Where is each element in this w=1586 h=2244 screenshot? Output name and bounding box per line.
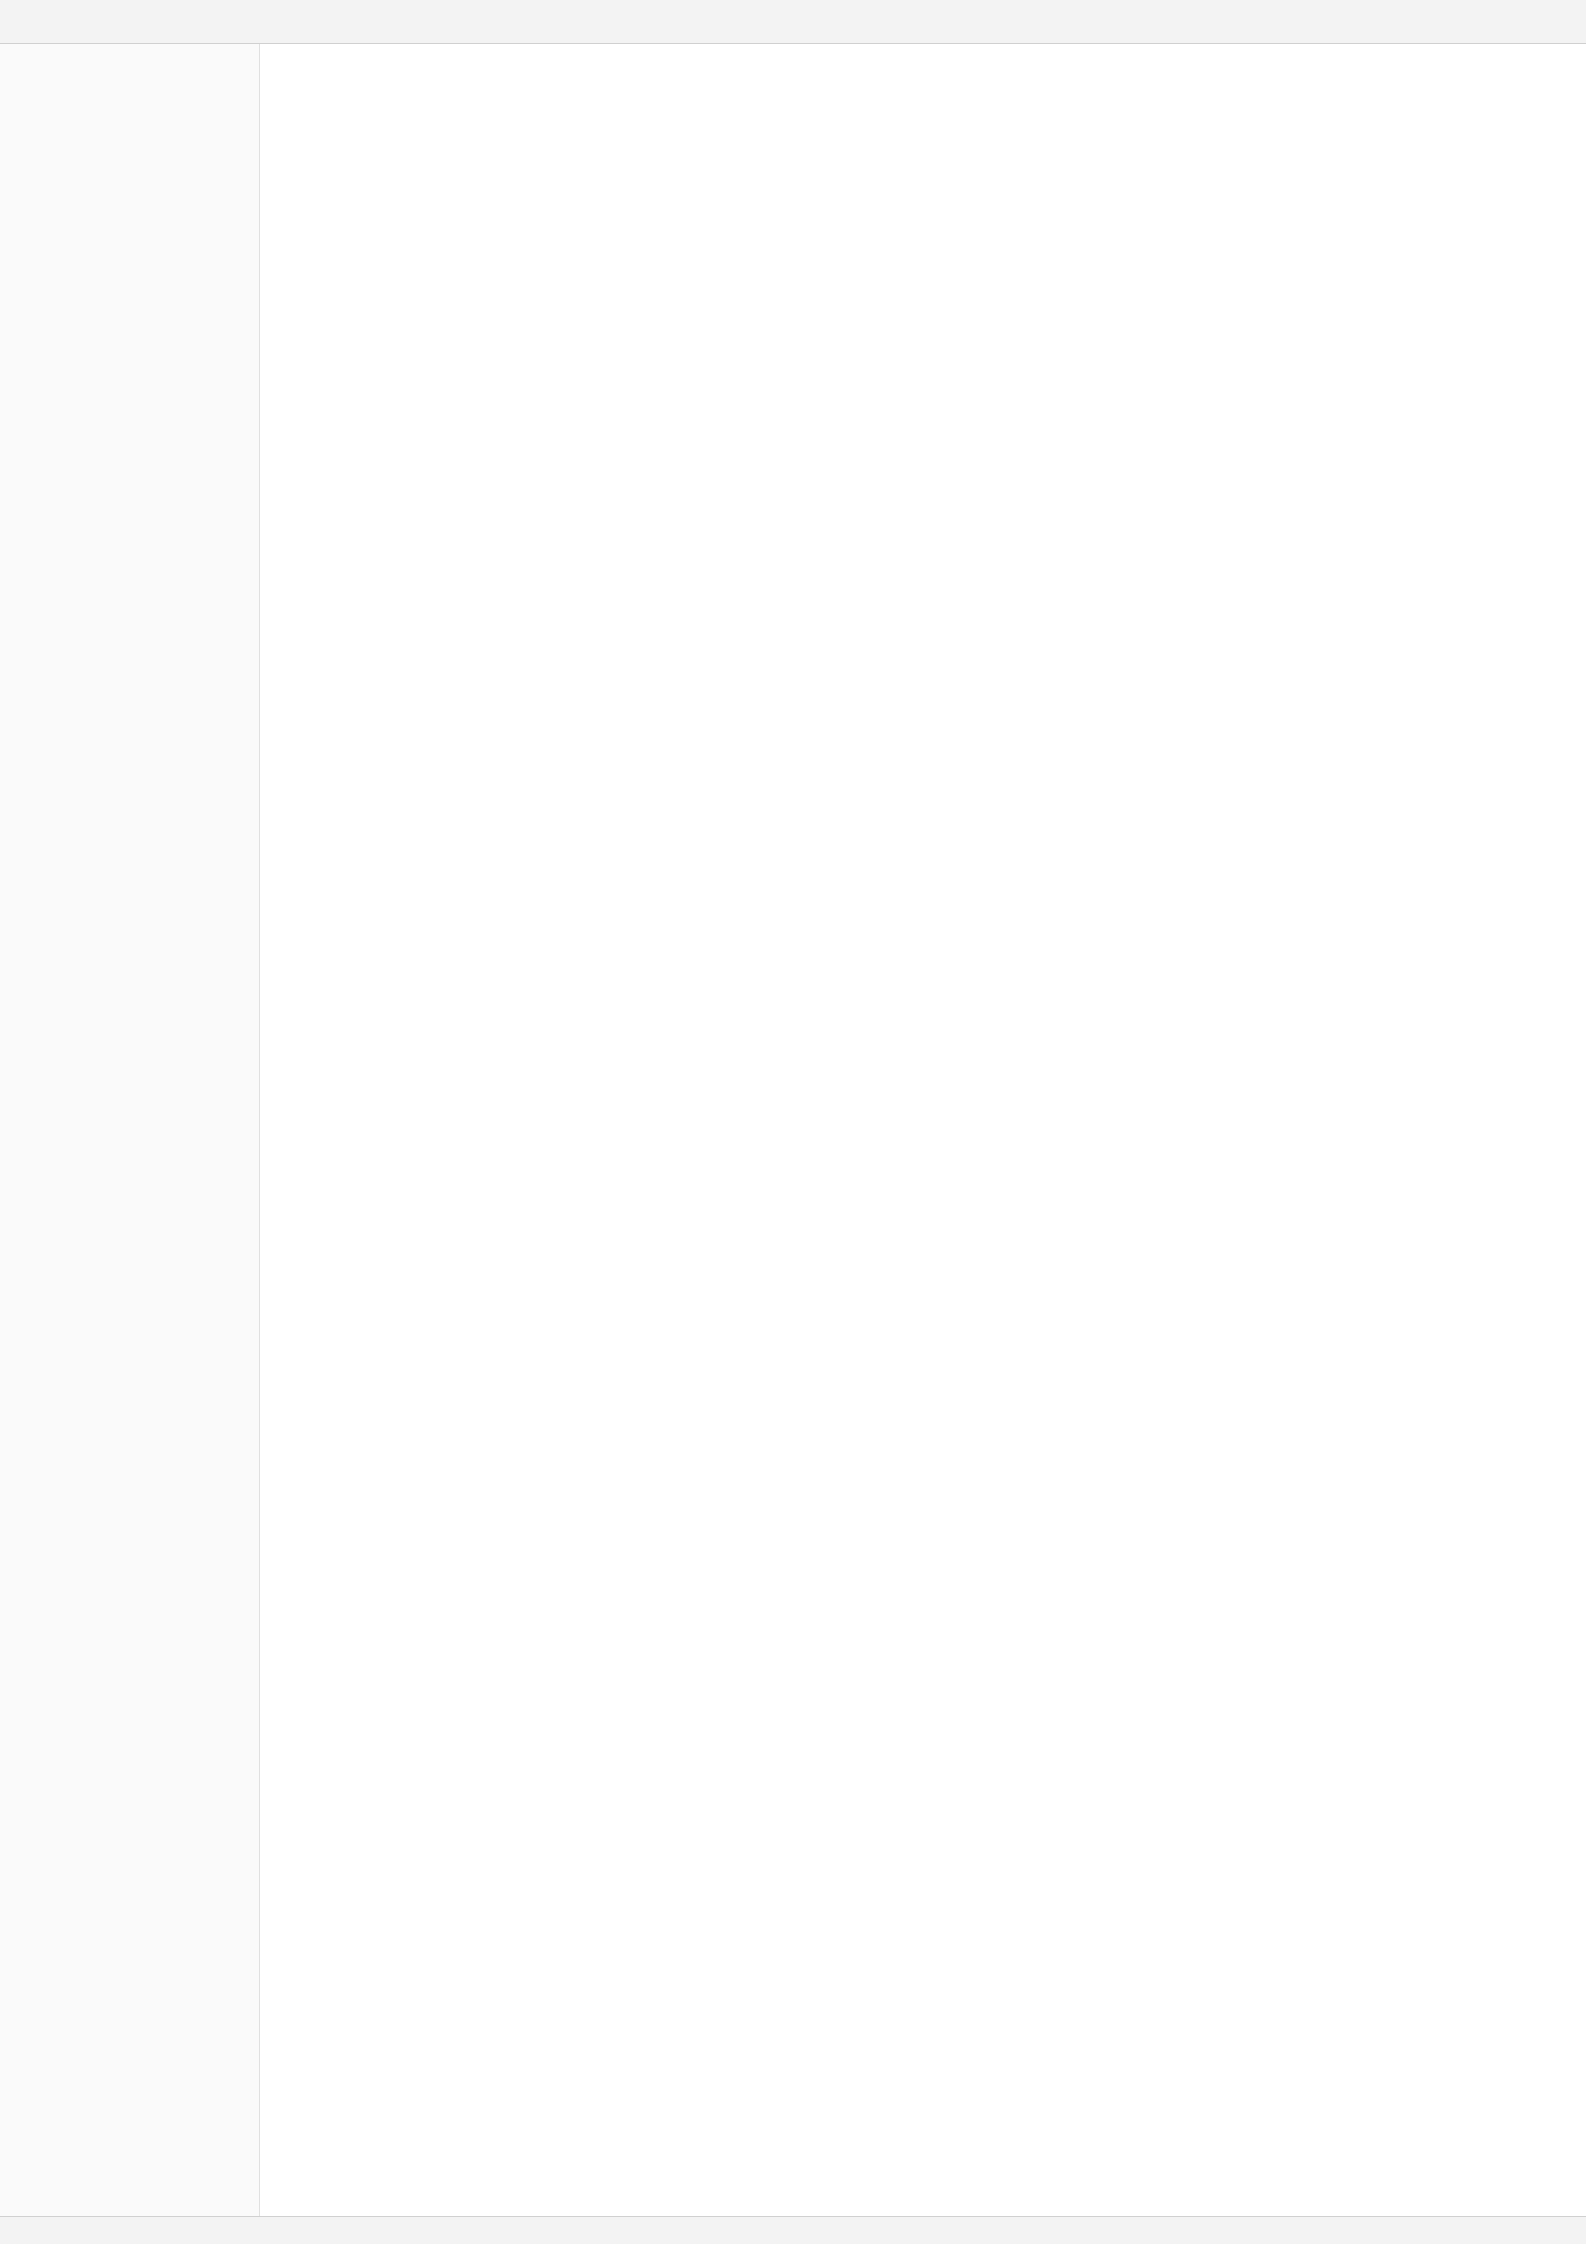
main-content [260,44,1586,2216]
app-body [0,44,1586,2216]
title-bar [0,0,1586,44]
status-bar [0,2216,1586,2244]
sidebar [0,44,260,2216]
